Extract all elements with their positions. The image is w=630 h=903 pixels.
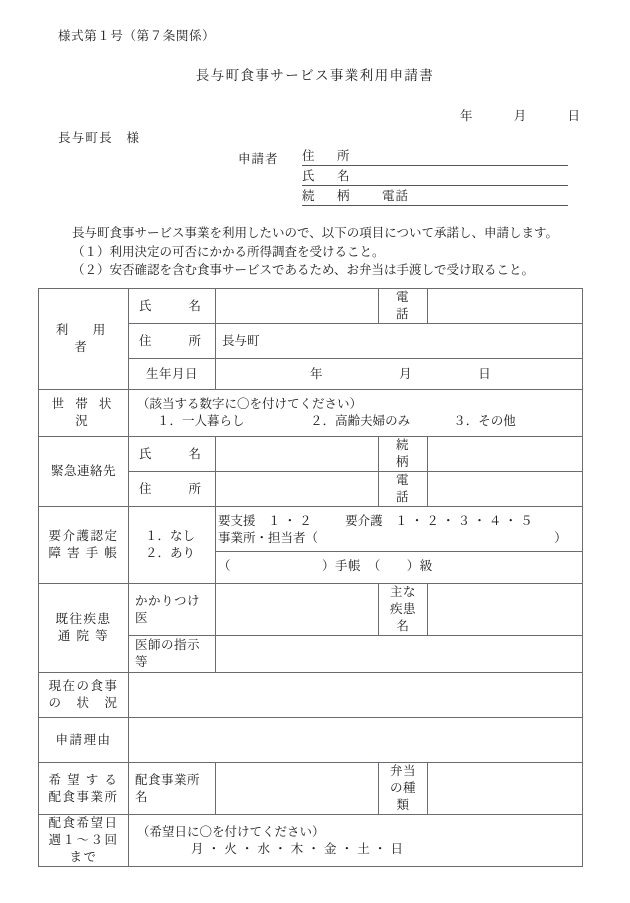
care-section-label — [39, 507, 129, 584]
handbook-cell[interactable] — [216, 551, 582, 581]
provider-section-label-line1: 希 望 す る — [48, 772, 119, 787]
table-row-delivery-days — [39, 815, 583, 867]
user-birth-value[interactable] — [216, 359, 583, 390]
statement-line-3: （２）安否確認を含む食事サービスであるため、お弁当は手渡しで受け取ること。 — [72, 263, 535, 277]
user-section-label: 利 用 者 — [39, 289, 129, 390]
addressee: 長与町長 様 — [58, 131, 141, 145]
care-detail-cell — [216, 507, 583, 584]
emergency-phone-value[interactable] — [428, 472, 583, 507]
care-grade-line — [218, 513, 582, 530]
doctor-label: かかりつけ医 — [129, 584, 216, 636]
application-table — [38, 288, 583, 867]
emergency-relation-label: 続 柄 — [379, 437, 428, 472]
user-phone-value[interactable] — [428, 289, 583, 324]
user-address-value[interactable]: 長与町 — [216, 324, 583, 359]
emergency-name-label: 氏 名 — [129, 437, 216, 472]
medical-section-label — [39, 584, 129, 673]
household-options — [135, 413, 576, 430]
statement-line-1: 長与町食事サービス事業を利用したいので、以下の項目について承諾し、申請します。 — [72, 226, 559, 240]
reason-value[interactable] — [129, 718, 583, 763]
form-number: 様式第１号（第７条関係） — [58, 29, 216, 43]
care-options[interactable] — [129, 507, 216, 584]
care-office-close: ） — [554, 530, 567, 545]
applicant-name-label: 氏 名 — [302, 169, 355, 183]
household-note: （該当する数字に〇を付けてください） — [137, 397, 363, 411]
emergency-phone-label: 電 話 — [379, 472, 428, 507]
care-detail-bottom-row — [216, 551, 582, 581]
user-name-value[interactable] — [216, 289, 379, 324]
household-option-2[interactable]: ２．高齢夫婦のみ — [310, 414, 411, 428]
table-row-reason — [39, 718, 583, 763]
user-address-label: 住 所 — [129, 324, 216, 359]
provider-section-label-line2: 配食事業所 — [48, 789, 119, 804]
delivery-days-note: （希望日に〇を付けてください） — [137, 824, 325, 839]
medical-section-label-line1: 既往疾患 — [55, 612, 112, 626]
delivery-days-label-line1: 配食希望日 — [48, 816, 119, 830]
applicant-label: 申請者 — [238, 152, 279, 166]
applicant-phone-label: 電話 — [382, 189, 410, 203]
applicant-name-row[interactable] — [302, 166, 568, 186]
delivery-days-options[interactable]: 月 ・ 火 ・ 水 ・ 木 ・ 金 ・ 土 ・ 日 — [191, 841, 404, 856]
care-option-1[interactable]: １．なし — [145, 529, 196, 543]
medical-section-label-line2: 通 院 等 — [57, 629, 110, 643]
date-day-label: 日 — [567, 109, 580, 123]
delivery-days-label-line2: 週１〜３回まで — [48, 833, 119, 864]
birth-day-label: 日 — [478, 366, 491, 381]
household-option-3[interactable]: ３．その他 — [453, 414, 516, 428]
emergency-address-label: 住 所 — [129, 472, 216, 507]
issue-date-line — [460, 106, 580, 124]
doctor-value[interactable] — [216, 584, 379, 636]
applicant-fields — [302, 146, 568, 206]
meal-status-label-line2: の 状 況 — [48, 696, 119, 710]
user-phone-label: 電 話 — [379, 289, 428, 324]
instruction-value[interactable] — [216, 636, 583, 673]
provider-section-label — [39, 763, 129, 815]
meal-status-label — [39, 673, 129, 718]
user-name-label: 氏 名 — [129, 289, 216, 324]
bento-label: 弁当の種類 — [379, 763, 428, 815]
handbook-line: （ ）手帳 （ ）級 — [218, 558, 433, 573]
care-section-label-line2: 障 害 手 帳 — [48, 546, 119, 560]
emergency-address-value[interactable] — [216, 472, 379, 507]
delivery-days-label — [39, 815, 129, 867]
date-month-label: 月 — [513, 109, 527, 123]
table-row-care — [39, 507, 583, 584]
reason-label: 申請理由 — [39, 718, 129, 763]
provider-value[interactable] — [216, 763, 379, 815]
user-birth-label: 生年月日 — [129, 359, 216, 390]
care-option-2[interactable]: ２．あり — [145, 546, 196, 560]
date-year-label: 年 — [460, 109, 473, 123]
care-section-label-line1: 要介護認定 — [48, 529, 119, 543]
page-title: 長与町食事サービス事業利用申請書 — [195, 68, 435, 83]
applicant-address-label: 住 所 — [302, 149, 355, 163]
household-section-label: 世 帯 状 況 — [39, 390, 129, 437]
table-row-meal-status — [39, 673, 583, 718]
table-row-provider — [39, 763, 583, 815]
bento-value[interactable] — [428, 763, 583, 815]
household-options-cell[interactable] — [129, 390, 583, 437]
care-detail-top-row — [216, 510, 582, 552]
meal-status-label-line1: 現在の食事 — [48, 679, 119, 693]
delivery-days-cell[interactable] — [129, 815, 583, 867]
care-detail-subtable — [216, 510, 582, 581]
disease-value[interactable] — [428, 584, 583, 636]
table-row-household — [39, 390, 583, 437]
birth-year-label: 年 — [310, 366, 323, 381]
emergency-section-label: 緊急連絡先 — [39, 437, 129, 507]
care-support-label[interactable]: 要支援 １ ・ ２ — [218, 513, 312, 528]
meal-status-value[interactable] — [129, 673, 583, 718]
emergency-relation-value[interactable] — [428, 437, 583, 472]
table-row-medical-doctor — [39, 584, 583, 636]
care-office-line[interactable] — [218, 530, 582, 547]
care-grades-cell[interactable] — [216, 510, 582, 552]
applicant-relation-row[interactable] — [302, 186, 568, 206]
household-option-1[interactable]: １．一人暮らし — [157, 414, 245, 428]
emergency-name-value[interactable] — [216, 437, 379, 472]
applicant-address-row[interactable] — [302, 146, 568, 166]
table-row-emergency-name — [39, 437, 583, 472]
birth-month-label: 月 — [399, 366, 412, 381]
statement-line-2: （１）利用決定の可否にかかる所得調査を受けること。 — [72, 244, 385, 259]
care-level-label[interactable]: 要介護 １ ・ ２ ・ ３ ・ ４ ・ ５ — [345, 513, 533, 528]
table-row-user-name — [39, 289, 583, 324]
applicant-relation-label: 続 柄 — [302, 189, 355, 203]
statement-block — [60, 224, 580, 280]
disease-label: 主な疾患名 — [379, 584, 428, 636]
care-office-label: 事業所・担当者（ — [218, 530, 319, 545]
provider-label: 配食事業所名 — [129, 763, 216, 815]
instruction-label: 医師の指示等 — [129, 636, 216, 673]
